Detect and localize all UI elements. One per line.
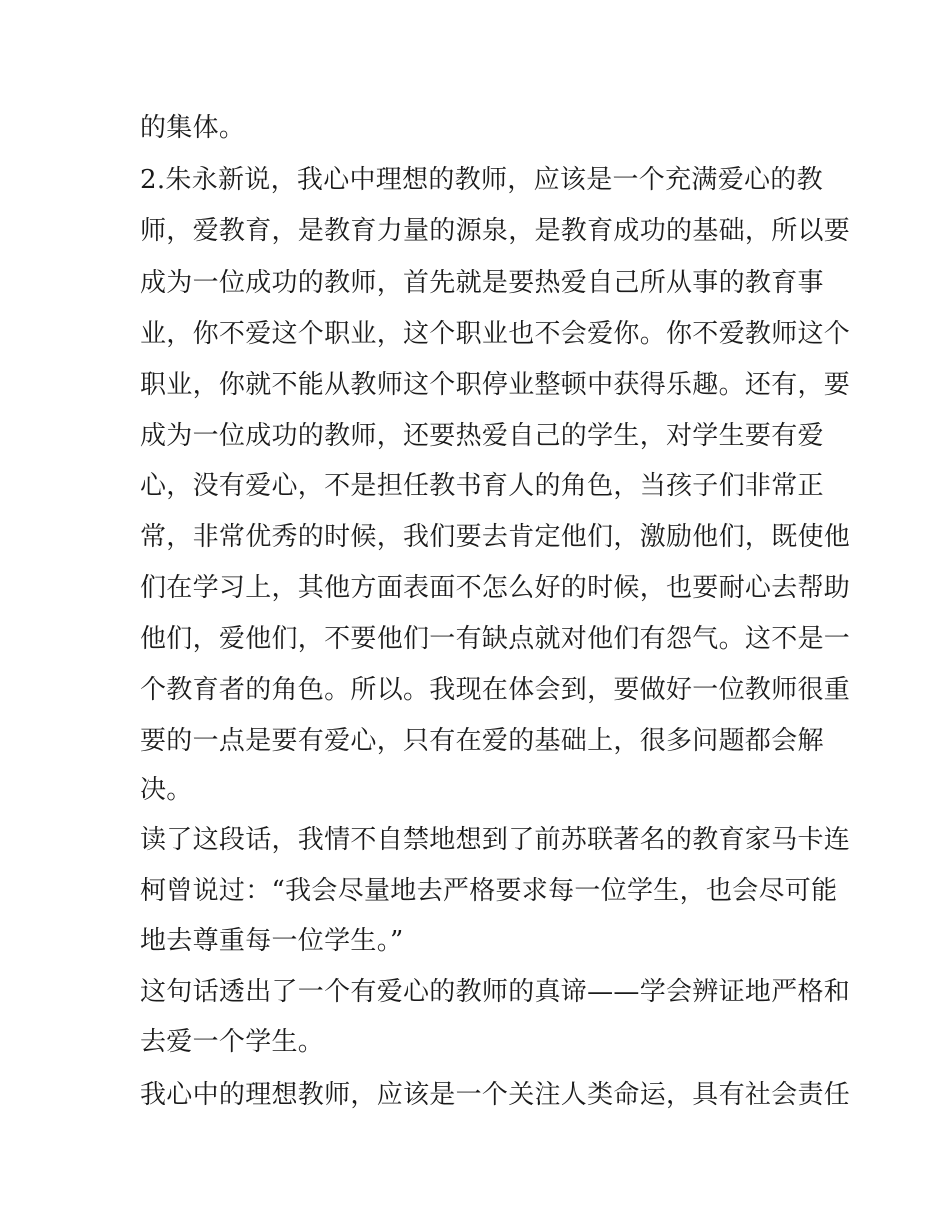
text-line: 个教育者的角色。所以。我现在体会到，要做好一位教师很重 — [140, 675, 851, 705]
text-line: 地去尊重每一位学生。” — [140, 926, 404, 956]
text-line: 要的一点是要有爱心，只有在爱的基础上，很多问题都会解 — [140, 726, 824, 756]
text-line: 我心中的理想教师，应该是一个关注人类命运，具有社会责任 — [140, 1080, 851, 1110]
text-line: 决。 — [140, 775, 193, 805]
text-line: 心，没有爱心，不是担任教书育人的角色，当孩子们非常正 — [140, 471, 824, 501]
text-line: 成为一位成功的教师，还要热爱自己的学生，对学生要有爱 — [140, 421, 824, 451]
text-line: 们在学习上，其他方面表面不怎么好的时候，也要耐心去帮助 — [140, 573, 851, 603]
text-line: 师，爱教育，是教育力量的源泉，是教育成功的基础，所以要 — [140, 216, 851, 246]
text-line: 业，你不爱这个职业，这个职业也不会爱你。你不爱教师这个 — [140, 319, 851, 349]
text-line: 成为一位成功的教师，首先就是要热爱自己所从事的教育事 — [140, 268, 824, 298]
text-line: 去爱一个学生。 — [140, 1027, 325, 1057]
text-line: 2.朱永新说，我心中理想的教师，应该是一个充满爱心的教 — [140, 165, 823, 195]
text-line: 的集体。 — [140, 113, 246, 143]
text-line: 常，非常优秀的时候，我们要去肯定他们，激励他们，既使他 — [140, 522, 851, 552]
text-line: 这句话透出了一个有爱心的教师的真谛——学会辨证地严格和 — [140, 977, 851, 1007]
text-line: 他们，爱他们，不要他们一有缺点就对他们有怨气。这不是一 — [140, 624, 851, 654]
text-line: 读了这段话，我情不自禁地想到了前苏联著名的教育家马卡连 — [140, 825, 851, 855]
text-line: 柯曾说过：“我会尽量地去严格要求每一位学生，也会尽可能 — [140, 876, 838, 906]
text-line: 职业，你就不能从教师这个职停业整顿中获得乐趣。还有，要 — [140, 370, 851, 400]
